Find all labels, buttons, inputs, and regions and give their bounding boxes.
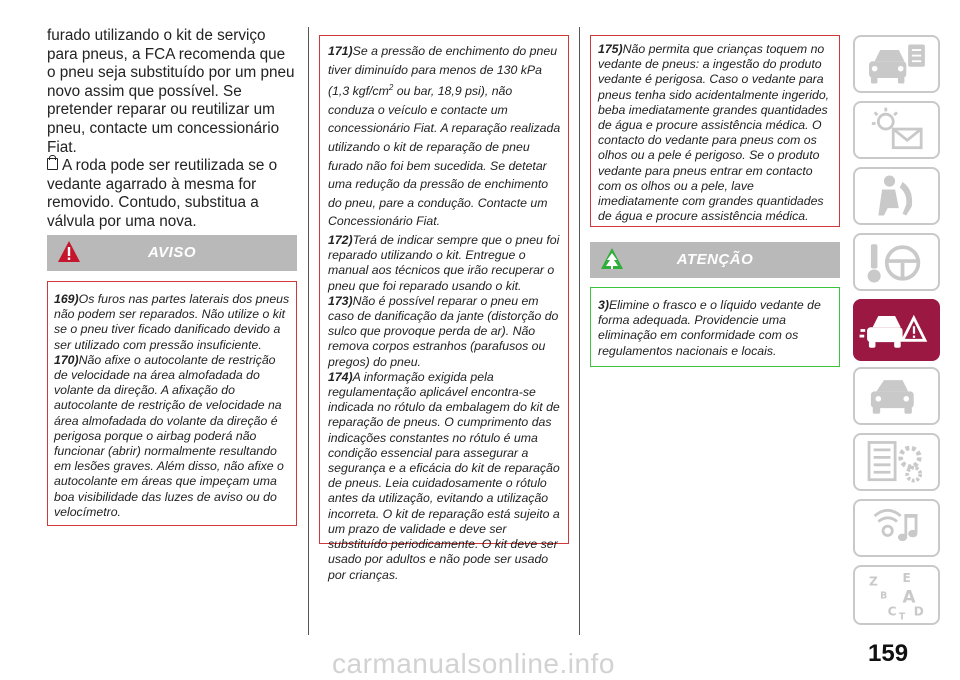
specifications-gears-icon	[855, 435, 938, 489]
warning-content-175	[598, 42, 833, 224]
sidebar-tab-emergency[interactable]	[853, 299, 940, 361]
aviso-banner	[47, 235, 297, 271]
sidebar-tab-technical-data[interactable]	[853, 433, 940, 491]
page-number: 159	[868, 640, 909, 667]
aviso-item-170: 170)Não afixe o autocolante de restrição de velocidade na área almofadada do volante da direção. A afixação do autocolante de restrição de velocidade na área almofadada do volante da direção é perigosa porque o airbag poderá não funcionar (abrir) normalmente resultando em lesões graves. Além disso, não afixe o autocolante em áreas que impeçam uma boa visibilidade das luzes de aviso ou do velocímetro.	[54, 352, 284, 519]
sidebar-tab-maintenance[interactable]	[853, 367, 940, 425]
seat-airbag-icon	[855, 169, 938, 223]
atencao-content	[598, 298, 833, 359]
sidebar-tab-index[interactable]	[853, 565, 940, 625]
sidebar-tab-starting-driving[interactable]	[853, 233, 940, 291]
column-divider-1	[308, 27, 309, 635]
warning-item-171: 171)Se a pressão de enchimento do pneu tiver diminuído para menos de 130 kPa (1,3 kgf/$cm^2$ ou bar, 18,9 psi), não conduza o veículo e contacte um concessionário Fiat. A reparação realizada utilizando o kit de reparação de pneu furado não foi bem sucedida. Se detetar uma redução da pressão de enchimento do pneu, pare a condução. Contacte um Concessionário Fiat.	[328, 44, 561, 229]
svg-text:D: D	[913, 604, 924, 619]
svg-text:T: T	[898, 611, 906, 623]
sidebar-tab-dashboard[interactable]	[853, 35, 940, 93]
aviso-content	[54, 292, 290, 520]
car-maintenance-icon	[855, 369, 938, 423]
sidebar-tab-multimedia[interactable]	[853, 499, 940, 557]
warning-box-171-174	[319, 35, 569, 582]
car-breakdown-warning-icon	[855, 301, 938, 359]
svg-text:A: A	[902, 586, 916, 607]
aviso-item-169: 169)Os furos nas partes laterais dos pneus não podem ser reparados. Não utilize o kit se o pneu tiver ficado danificado devido a ser utilizado com pressão insuficiente.	[54, 292, 290, 352]
warning-item-175: 175)Não permita que crianças toquem no vedante de pneus: a ingestão do produto vedante é perigosa. Caso o vedante para pneus tenha sido acidentalmente ingerido, beba imediatamente grandes quantidades de água e procure assistência médica. O contacto do vedante para pneus com os olhos ou a pele é perigoso. Se o produto vedante para pneus entrar em contacto com os olhos ou a pele, lave imediatamente com grandes quantidades de água e procure assistência médica.	[598, 42, 830, 224]
column-divider-2	[579, 27, 580, 635]
alphabetical-index-icon	[855, 567, 938, 623]
sidebar-tab-warning-lights[interactable]	[853, 101, 940, 159]
atencao-title: ATENÇÃO	[676, 251, 754, 268]
atencao-banner	[590, 242, 840, 278]
warning-lights-envelope-icon	[855, 103, 938, 157]
car-dashboard-icon	[855, 37, 938, 91]
multimedia-music-icon	[855, 501, 938, 555]
svg-text:C: C	[887, 604, 897, 619]
atencao-box	[590, 287, 840, 367]
note-icon	[47, 158, 58, 170]
steering-wheel-key-icon	[855, 235, 938, 289]
warning-item-174: 174)A informação exigida pela regulamentação aplicável encontra-se indicada no rótulo da embalagem do kit de reparação de pneus. O cumprimento das indicações constantes no rótulo é uma condição essencial para assegurar a segurança e a eficácia do kit de reparação de pneus. Leia cuidadosamente o rótulo antes da utilização, evitando a utilização incorreta. O kit de reparação está sujeito a um prazo de validade e deve ser substituído periodicamente. O kit deve ser usado por adultos e não pode ser usado por crianças.	[328, 369, 560, 582]
aviso-title: AVISO	[147, 244, 197, 261]
aviso-box	[47, 281, 297, 526]
warning-content-171-174	[328, 42, 562, 583]
paragraph-2	[47, 157, 297, 231]
paragraph-1: furado utilizando o kit de serviço para pneus, a FCA recomenda que o pneu seja substituído por um pneu novo assim que possível. Se pretender reparar ou reutilizar um pneu, contacte um concessionário Fiat.	[47, 27, 295, 156]
svg-text:B: B	[880, 590, 888, 602]
warning-item-173: 173)Não é possível reparar o pneu em caso de danificação da jante (distorção do sulco que provoque perda de ar). Não remova corpos estranhos (parafusos ou pregos) do pneu.	[328, 293, 559, 369]
warning-box-175	[590, 35, 840, 227]
paragraph-2-text: A roda pode ser reutilizada se o vedante agarrado à mesma for removido. Contudo, substitua a válvula por uma nova.	[47, 157, 278, 230]
svg-text:E: E	[902, 570, 911, 585]
sidebar-tab-safety[interactable]	[853, 167, 940, 225]
watermark: carmanualsonline.info	[332, 648, 615, 679]
column-1-text	[47, 27, 297, 232]
warning-item-172: 172)Terá de indicar sempre que o pneu foi reparado utilizando o kit. Entregue o manual aos técnicos que irão recuperar o pneu que foi reparado usando o kit.	[328, 233, 560, 293]
atencao-item-3: 3)Elimine o frasco e o líquido vedante de forma adequada. Providencie uma eliminação em conformidade com os regulamentos nacionais e locais.	[598, 298, 821, 358]
svg-text:Z: Z	[868, 574, 878, 589]
